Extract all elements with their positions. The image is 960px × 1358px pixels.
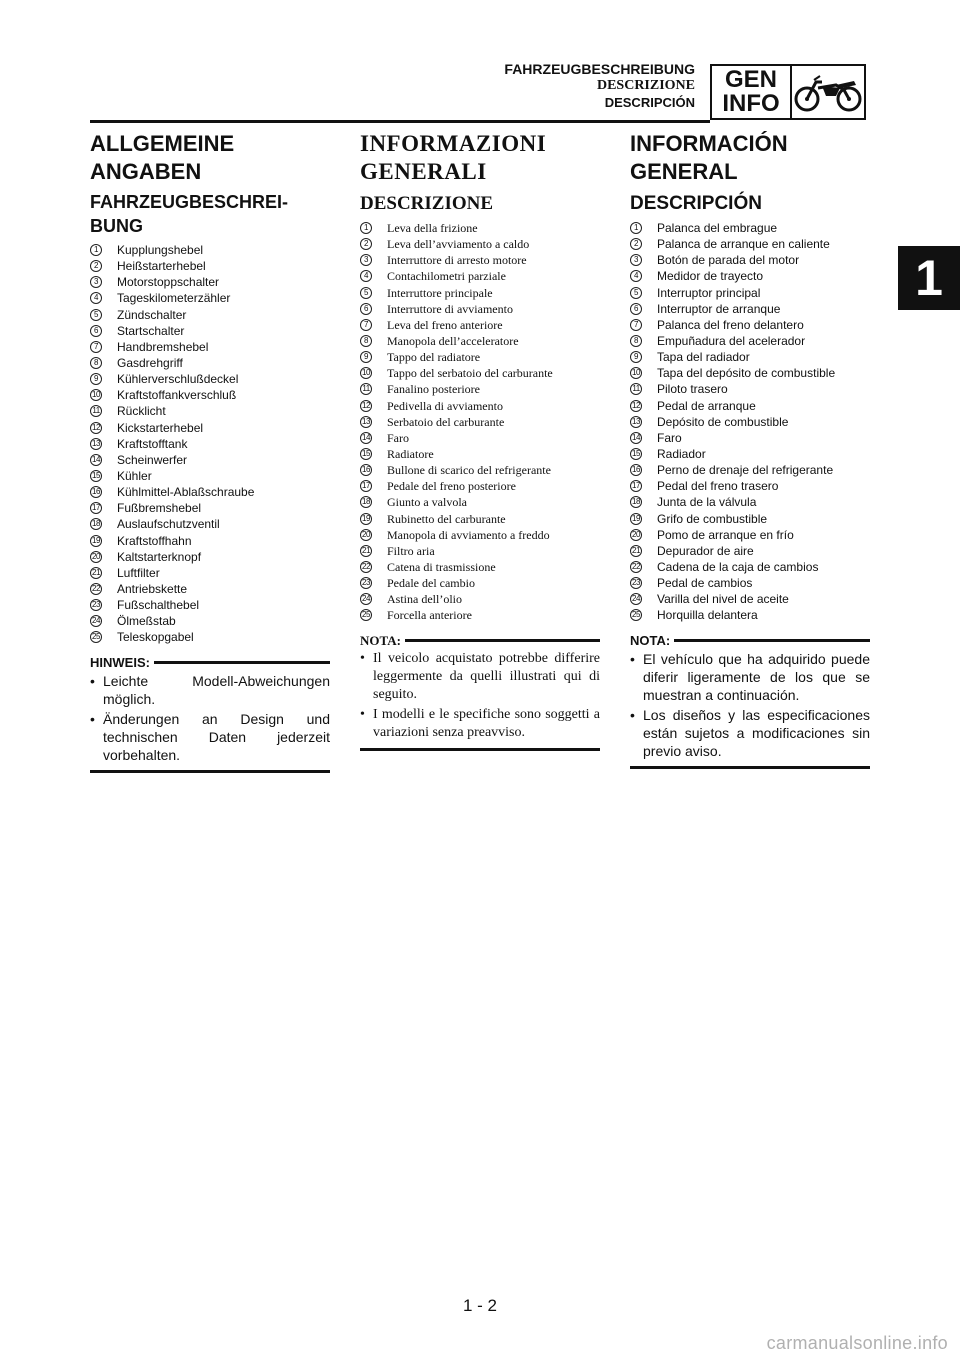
item-number-badge: 13 — [630, 416, 642, 428]
item-number-badge: 25 — [630, 609, 642, 621]
item-label: Pedal de cambios — [657, 576, 753, 591]
list-item — [90, 613, 330, 629]
list-item — [630, 478, 870, 494]
item-label: Depurador de aire — [657, 543, 754, 558]
item-label: Piloto trasero — [657, 382, 728, 397]
item-label: Palanca de arranque en caliente — [657, 237, 830, 252]
item-number-badge: 21 — [90, 567, 102, 579]
note-item: • Änderungen an Design und technischen Daten jederzeit vorbehalten. — [90, 710, 330, 764]
list-item — [630, 236, 870, 252]
list-item — [360, 527, 600, 543]
item-number-badge: 3 — [630, 254, 642, 266]
item-number-badge: 16 — [90, 486, 102, 498]
item-label: Kupplungshebel — [117, 243, 204, 257]
item-number-badge: 22 — [90, 583, 102, 595]
item-number-badge: 24 — [90, 615, 102, 627]
list-item — [360, 301, 600, 317]
item-label: Palanca del embrague — [657, 221, 778, 235]
item-label: Astina dell’olio — [387, 592, 462, 607]
item-label: Leva della frizione — [387, 221, 478, 235]
badge-label — [712, 66, 792, 118]
list-item — [360, 591, 600, 607]
item-number-badge: 10 — [630, 367, 642, 379]
list-item — [90, 581, 330, 597]
item-label: Kühler — [117, 468, 152, 483]
item-number-badge: 17 — [630, 480, 642, 492]
section-title-block — [504, 60, 695, 112]
item-label: Antriebskette — [117, 581, 188, 596]
list-item — [630, 301, 870, 317]
list-item — [90, 387, 330, 403]
list-item — [630, 607, 870, 623]
list-item — [360, 268, 600, 284]
list-item — [360, 446, 600, 462]
item-number-badge: 23 — [90, 599, 102, 611]
item-label: Kaltstarterknopf — [117, 549, 202, 564]
subheading-de-line1: FAHRZEUGBESCHREI- — [90, 192, 289, 212]
item-label: Ölmeßstab — [117, 614, 176, 629]
list-item — [360, 333, 600, 349]
subheading-de-line2: BUNG — [90, 216, 143, 236]
item-number-badge: 19 — [630, 513, 642, 525]
item-number-badge: 6 — [90, 325, 102, 337]
item-label: Fußschalthebel — [117, 598, 200, 613]
item-label: Pedal del freno trasero — [657, 479, 779, 494]
item-number-badge: 5 — [360, 287, 372, 299]
item-number-badge: 4 — [360, 270, 372, 282]
list-item — [360, 365, 600, 381]
subheading-it: DESCRIZIONE — [360, 193, 494, 214]
item-number-badge: 10 — [90, 389, 102, 401]
list-item — [90, 500, 330, 516]
list-item — [630, 414, 870, 430]
item-number-badge: 11 — [90, 405, 102, 417]
item-number-badge: 25 — [90, 631, 102, 643]
list-item — [630, 252, 870, 268]
note-list-it — [360, 650, 600, 742]
watermark: carmanualsonline.info — [766, 1333, 948, 1353]
section-title-it: DESCRIZIONE — [596, 78, 695, 93]
note-it — [360, 634, 600, 751]
note-label-it: NOTA: — [360, 634, 405, 648]
list-item — [360, 478, 600, 494]
item-label: Luftfilter — [117, 565, 160, 580]
item-number-badge: 8 — [360, 335, 372, 347]
item-label: Interruttore principale — [387, 285, 493, 300]
item-number-badge: 13 — [90, 438, 102, 450]
item-label: Leva del freno anteriore — [387, 317, 503, 332]
list-item — [360, 220, 600, 236]
list-item — [90, 371, 330, 387]
note-item: • El vehículo que ha adquirido puede diferir ligeramente de los que se muestran a continuación. — [630, 650, 870, 704]
item-number-badge: 14 — [90, 454, 102, 466]
item-number-badge: 24 — [630, 593, 642, 605]
badge-line1: GEN — [724, 66, 777, 93]
item-number-badge: 6 — [360, 303, 372, 315]
list-item — [360, 462, 600, 478]
item-number-badge: 11 — [630, 383, 642, 395]
item-label: Kraftstoffhahn — [117, 533, 192, 548]
item-label: Kraftstofftank — [117, 436, 188, 451]
item-label: Pedale del cambio — [387, 576, 475, 591]
item-label: Tapa del radiador — [657, 350, 750, 365]
chapter-tab: 1 — [898, 246, 960, 310]
item-label: Auslaufschutzventil — [117, 517, 220, 532]
list-item — [360, 575, 600, 591]
item-label: Heißstarterhebel — [117, 259, 206, 274]
item-number-badge: 9 — [360, 351, 372, 363]
item-number-badge: 1 — [360, 222, 372, 234]
list-item — [630, 349, 870, 365]
item-number-badge: 23 — [630, 577, 642, 589]
badge-line2: INFO — [722, 90, 780, 117]
item-label: Interruttore di avviamento — [387, 301, 513, 316]
item-number-badge: 18 — [360, 496, 372, 508]
heading-it-line1: INFORMAZIONI — [360, 131, 547, 156]
list-item — [90, 355, 330, 371]
item-number-badge: 4 — [630, 270, 642, 282]
item-number-badge: 13 — [360, 416, 372, 428]
item-number-badge: 10 — [360, 367, 372, 379]
note-end-rule — [630, 766, 870, 769]
list-item — [90, 323, 330, 339]
item-number-badge: 22 — [360, 561, 372, 573]
item-label: Giunto a valvola — [387, 495, 467, 510]
item-label: Fußbremshebel — [117, 501, 202, 516]
list-item — [360, 349, 600, 365]
item-label: Empuñadura del acelerador — [657, 333, 806, 348]
item-label: Grifo de combustible — [657, 511, 768, 526]
item-number-badge: 14 — [360, 432, 372, 444]
item-label: Manopola di avviamento a freddo — [387, 527, 550, 542]
list-item — [90, 549, 330, 565]
note-end-rule — [90, 770, 330, 773]
item-label: Gasdrehgriff — [117, 355, 183, 370]
heading-es-line1: INFORMACIÓN — [630, 131, 788, 156]
note-item: • Il veicolo acquistato potrebbe differire leggermente da quelli illustrati qui di seguito. — [360, 650, 600, 704]
list-item — [360, 414, 600, 430]
item-label: Tappo del radiatore — [387, 350, 481, 365]
item-label: Cadena de la caja de cambios — [657, 559, 819, 574]
note-item: • Los diseños y las especificaciones están sujetos a modificaciones sin previo aviso. — [630, 706, 870, 760]
item-number-badge: 20 — [90, 551, 102, 563]
item-number-badge: 12 — [630, 400, 642, 412]
list-item — [90, 629, 330, 645]
item-label: Interruptor de arranque — [657, 301, 781, 316]
gen-info-badge — [710, 64, 866, 120]
list-item — [630, 494, 870, 510]
item-number-badge: 9 — [90, 373, 102, 385]
item-label: Manopola dell’acceleratore — [387, 333, 519, 348]
item-label: Pedal de arranque — [657, 398, 756, 413]
list-item — [90, 242, 330, 258]
item-label: Faro — [657, 430, 682, 445]
list-item — [630, 559, 870, 575]
item-number-badge: 20 — [360, 529, 372, 541]
item-number-badge: 3 — [90, 276, 102, 288]
section-title-de: FAHRZEUGBESCHREIBUNG — [504, 61, 695, 77]
list-item — [360, 494, 600, 510]
subheading-de — [90, 190, 330, 238]
item-number-badge: 7 — [630, 319, 642, 331]
item-number-badge: 19 — [90, 535, 102, 547]
item-label: Contachilometri parziale — [387, 269, 506, 284]
item-number-badge: 17 — [360, 480, 372, 492]
note-label-de: HINWEIS: — [90, 656, 154, 670]
subheading-es: DESCRIPCIÓN — [630, 193, 762, 214]
heading-it — [360, 130, 600, 186]
note-label-es: NOTA: — [630, 634, 674, 648]
page-number: 1 - 2 — [462, 1296, 498, 1315]
note-item: • I modelli e le specifiche sono soggetti a variazioni senza preavviso. — [360, 706, 600, 742]
item-number-badge: 19 — [360, 513, 372, 525]
section-title-es: DESCRIPCIÓN — [604, 95, 695, 110]
item-number-badge: 1 — [90, 244, 102, 256]
heading-de-line2: ANGABEN — [90, 159, 202, 184]
list-item — [360, 511, 600, 527]
list-item — [630, 381, 870, 397]
item-label: Depósito de combustible — [657, 414, 789, 429]
list-item — [360, 317, 600, 333]
item-number-badge: 23 — [360, 577, 372, 589]
list-item — [360, 236, 600, 252]
item-label: Rubinetto del carburante — [387, 511, 506, 526]
item-label: Motorstoppschalter — [117, 275, 220, 290]
list-item — [630, 575, 870, 591]
item-number-badge: 1 — [630, 222, 642, 234]
item-number-badge: 12 — [90, 422, 102, 434]
item-label: Rücklicht — [117, 404, 166, 419]
item-label: Interruttore di arresto motore — [387, 253, 527, 268]
item-label: Palanca del freno delantero — [657, 317, 804, 332]
list-item — [90, 339, 330, 355]
note-list-es — [630, 650, 870, 760]
item-label: Bullone di scarico del refrigerante — [387, 463, 551, 478]
list-item — [630, 365, 870, 381]
item-label: Junta de la válvula — [657, 495, 757, 510]
item-label: Radiador — [657, 446, 706, 461]
item-label: Kraftstoffankverschluß — [117, 388, 237, 403]
list-item — [630, 527, 870, 543]
list-item — [360, 607, 600, 623]
list-item — [360, 381, 600, 397]
item-label: Scheinwerfer — [117, 452, 188, 467]
item-label: Varilla del nivel de aceite — [657, 592, 789, 607]
item-number-badge: 15 — [630, 448, 642, 460]
item-number-badge: 2 — [90, 260, 102, 272]
list-item — [90, 403, 330, 419]
list-item — [90, 597, 330, 613]
list-item — [90, 420, 330, 436]
item-label: Startschalter — [117, 323, 185, 338]
motorcycle-icon — [792, 68, 864, 116]
note-end-rule — [360, 748, 600, 751]
item-number-badge: 14 — [630, 432, 642, 444]
item-label: Pedale del freno posteriore — [387, 479, 516, 494]
item-number-badge: 24 — [360, 593, 372, 605]
item-number-badge: 15 — [90, 470, 102, 482]
item-number-badge: 22 — [630, 561, 642, 573]
item-number-badge: 25 — [360, 609, 372, 621]
list-item — [630, 317, 870, 333]
item-number-badge: 16 — [360, 464, 372, 476]
column-german — [90, 130, 330, 773]
note-list-de — [90, 672, 330, 764]
item-number-badge: 2 — [360, 238, 372, 250]
header-rule — [90, 120, 710, 123]
item-number-badge: 18 — [90, 518, 102, 530]
item-label: Leva dell’avviamento a caldo — [387, 237, 530, 252]
item-number-badge: 20 — [630, 529, 642, 541]
item-number-badge: 7 — [90, 341, 102, 353]
list-item — [630, 591, 870, 607]
item-label: Serbatoio del carburante — [387, 414, 505, 429]
item-number-badge: 4 — [90, 292, 102, 304]
heading-es-line2: GENERAL — [630, 159, 738, 184]
list-item — [630, 333, 870, 349]
heading-de — [90, 130, 330, 186]
heading-es — [630, 130, 870, 186]
note-de — [90, 656, 330, 773]
item-number-badge: 8 — [90, 357, 102, 369]
item-number-badge: 9 — [630, 351, 642, 363]
item-number-badge: 7 — [360, 319, 372, 331]
item-number-badge: 5 — [90, 309, 102, 321]
item-number-badge: 15 — [360, 448, 372, 460]
list-item — [630, 268, 870, 284]
list-item — [90, 468, 330, 484]
item-label: Catena di trasmissione — [387, 559, 496, 574]
list-item — [630, 398, 870, 414]
item-number-badge: 6 — [630, 303, 642, 315]
list-item — [630, 462, 870, 478]
item-label: Tageskilometerzähler — [117, 291, 231, 306]
list-item — [90, 307, 330, 323]
list-item — [630, 543, 870, 559]
heading-it-line2: GENERALI — [360, 159, 487, 184]
item-label: Faro — [387, 430, 409, 445]
list-item — [360, 559, 600, 575]
item-label: Pedivella di avviamento — [387, 398, 503, 413]
parts-list-es — [630, 220, 870, 624]
item-number-badge: 21 — [630, 545, 642, 557]
item-number-badge: 5 — [630, 287, 642, 299]
item-number-badge: 2 — [630, 238, 642, 250]
parts-list-it — [360, 220, 600, 624]
item-label: Interruptor principal — [657, 285, 761, 300]
list-item — [90, 274, 330, 290]
item-label: Pomo de arranque en frío — [657, 527, 794, 542]
item-label: Filtro aria — [387, 543, 435, 558]
list-item — [90, 290, 330, 306]
item-label: Horquilla delantera — [657, 608, 758, 623]
list-item — [630, 446, 870, 462]
item-number-badge: 16 — [630, 464, 642, 476]
item-label: Medidor de trayecto — [657, 269, 764, 284]
list-item — [630, 430, 870, 446]
list-item — [90, 533, 330, 549]
item-label: Botón de parada del motor — [657, 253, 800, 268]
item-label: Perno de drenaje del refrigerante — [657, 463, 834, 478]
list-item — [360, 285, 600, 301]
list-item — [630, 511, 870, 527]
list-item — [90, 565, 330, 581]
note-es — [630, 634, 870, 769]
item-number-badge: 8 — [630, 335, 642, 347]
list-item — [630, 220, 870, 236]
item-label: Kickstarterhebel — [117, 420, 204, 435]
item-label: Kühlerverschlußdeckel — [117, 372, 239, 387]
item-number-badge: 21 — [360, 545, 372, 557]
item-label: Radiatore — [387, 446, 434, 461]
item-number-badge: 18 — [630, 496, 642, 508]
list-item — [360, 398, 600, 414]
item-label: Tappo del serbatoio del carburante — [387, 366, 553, 381]
item-label: Teleskopgabel — [117, 630, 194, 645]
item-label: Fanalino posteriore — [387, 382, 480, 397]
list-item — [360, 430, 600, 446]
item-label: Forcella anteriore — [387, 608, 472, 623]
list-item — [360, 252, 600, 268]
item-label: Zündschalter — [117, 307, 187, 322]
column-spanish — [630, 130, 870, 769]
list-item — [90, 484, 330, 500]
item-number-badge: 17 — [90, 502, 102, 514]
list-item — [90, 516, 330, 532]
item-number-badge: 11 — [360, 383, 372, 395]
list-item — [90, 258, 330, 274]
list-item — [360, 543, 600, 559]
item-label: Handbremshebel — [117, 339, 209, 354]
list-item — [90, 436, 330, 452]
item-label: Tapa del depósito de combustible — [657, 366, 836, 381]
item-number-badge: 12 — [360, 400, 372, 412]
list-item — [630, 285, 870, 301]
note-item: • Leichte Modell-Abweichungen möglich. — [90, 672, 330, 708]
heading-de-line1: ALLGEMEINE — [90, 131, 235, 156]
parts-list-de — [90, 242, 330, 646]
list-item — [90, 452, 330, 468]
item-number-badge: 3 — [360, 254, 372, 266]
column-italian — [360, 130, 600, 751]
item-label: Kühlmittel-Ablaßschraube — [117, 485, 255, 500]
